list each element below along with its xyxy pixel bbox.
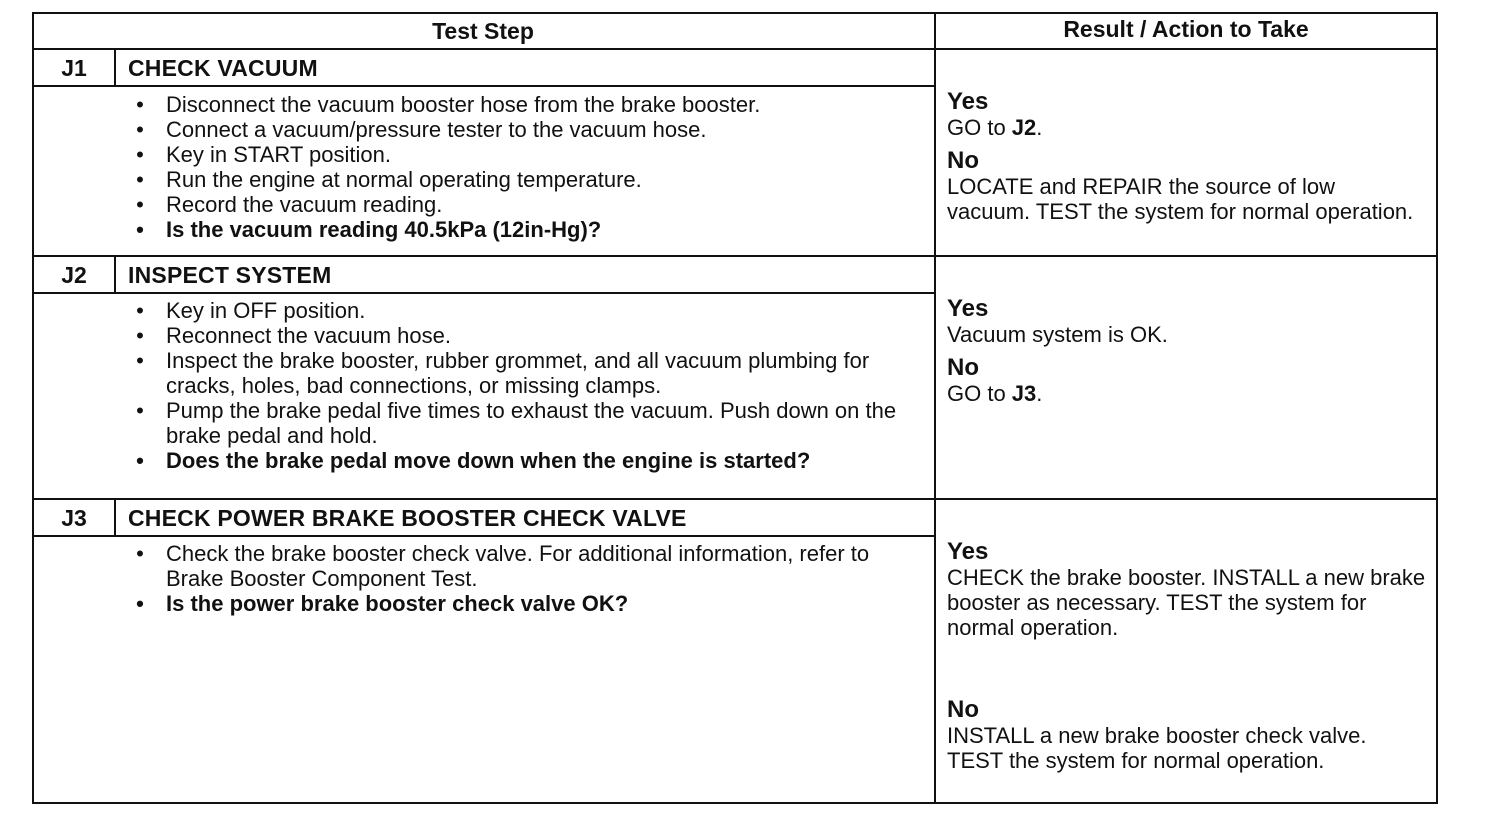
no-label: No <box>947 147 979 174</box>
no-action: LOCATE and REPAIR the source of low vacuum. TEST the system for normal operation. <box>947 174 1414 224</box>
column-divider <box>934 12 936 804</box>
step-question-j2: • Does the brake pedal move down when the engine is started? <box>130 448 900 473</box>
result-j1 <box>947 89 1417 224</box>
step-bullets-j1 <box>130 92 920 242</box>
result-j2 <box>947 296 1417 406</box>
step-question-j3: • Is the power brake booster check valve OK? <box>130 591 920 616</box>
list-item: • Run the engine at normal operating temperature. <box>130 167 920 192</box>
result-j3-yes <box>947 539 1427 640</box>
step-question-j1: • Is the vacuum reading 40.5kPa (12in-Hg)? <box>130 217 920 242</box>
j1-title-divider <box>32 85 934 87</box>
list-item: • Key in START position. <box>130 142 920 167</box>
yes-label: Yes <box>947 295 989 322</box>
list-item: • Reconnect the vacuum hose. <box>130 323 900 348</box>
yes-action: Vacuum system is OK. <box>947 322 1168 347</box>
list-item: • Inspect the brake booster, rubber grommet, and all vacuum plumbing for cracks, holes, bad connections, or missing clamps. <box>130 348 900 398</box>
step-title-j3: CHECK POWER BRAKE BOOSTER CHECK VALVE <box>128 505 687 531</box>
header-test-step: Test Step <box>432 18 534 44</box>
yes-label: Yes <box>947 88 989 115</box>
list-item: • Disconnect the vacuum booster hose from the brake booster. <box>130 92 920 117</box>
step-bullets-j3 <box>130 541 920 616</box>
list-item: • Key in OFF position. <box>130 298 900 323</box>
j2-j3-divider <box>32 498 1438 500</box>
step-id-j2: J2 <box>61 262 87 288</box>
step-id-j3: J3 <box>61 505 87 531</box>
yes-label: Yes <box>947 538 989 565</box>
step-title-j1: CHECK VACUUM <box>128 55 318 81</box>
no-label: No <box>947 696 979 723</box>
list-item: • Record the vacuum reading. <box>130 192 920 217</box>
step-title-j2: INSPECT SYSTEM <box>128 262 332 288</box>
j2-id-divider <box>114 255 116 292</box>
header-divider <box>32 48 1438 50</box>
yes-action: CHECK the brake booster. INSTALL a new brake booster as necessary. TEST the system for normal operation. <box>947 565 1426 640</box>
j2-title-divider <box>32 292 934 294</box>
no-action: INSTALL a new brake booster check valve. TEST the system for normal operation. <box>947 723 1367 773</box>
yes-action: GO to J2. <box>947 115 1043 140</box>
j1-id-divider <box>114 48 116 85</box>
step-id-j1: J1 <box>61 55 87 81</box>
no-label: No <box>947 354 979 381</box>
header-result: Result / Action to Take <box>1063 16 1309 42</box>
step-bullets-j2 <box>130 298 900 473</box>
result-j3-no <box>947 697 1387 773</box>
j3-title-divider <box>32 535 934 537</box>
j3-id-divider <box>114 498 116 535</box>
j1-j2-divider <box>32 255 1438 257</box>
list-item: • Connect a vacuum/pressure tester to the vacuum hose. <box>130 117 920 142</box>
list-item: • Check the brake booster check valve. For additional information, refer to Brake Booster Component Test. <box>130 541 920 591</box>
list-item: • Pump the brake pedal five times to exhaust the vacuum. Push down on the brake pedal and hold. <box>130 398 900 448</box>
no-action: GO to J3. <box>947 381 1043 406</box>
